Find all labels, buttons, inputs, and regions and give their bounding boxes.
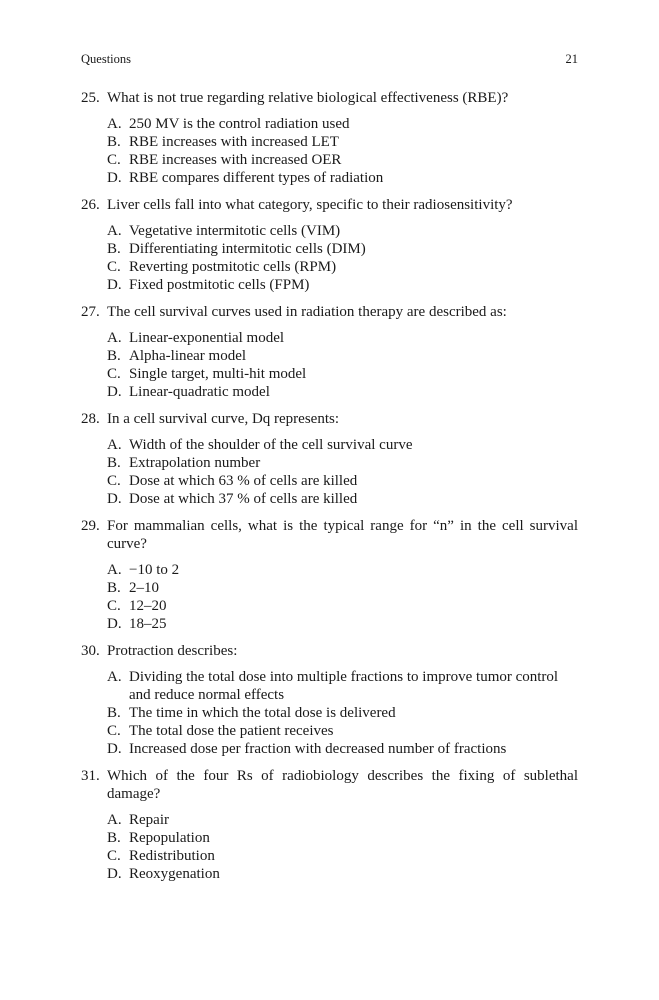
option-text: The time in which the total dose is delivered [129,705,396,721]
option-text: Repair [129,812,169,828]
option-text: RBE increases with increased OER [129,152,342,168]
answer-option-c [107,597,578,615]
answer-option-c [107,365,578,383]
option-text: Repopulation [129,830,210,846]
option-letter: B. [107,705,121,721]
answer-option-c [107,722,578,740]
option-letter: B. [107,830,121,846]
option-letter: B. [107,348,121,364]
question-number: 27. [81,304,100,320]
question-text: In a cell survival curve, Dq represents: [107,411,339,427]
question-25 [81,89,578,187]
answer-options [81,668,578,758]
question-number: 26. [81,197,100,213]
question-text: Protraction describes: [107,643,238,659]
option-text: Increased dose per fraction with decreased number of fractions [129,741,507,757]
question-28 [81,410,578,508]
option-letter: B. [107,241,121,257]
option-text: Vegetative intermitotic cells (VIM) [129,223,341,239]
question-30 [81,642,578,758]
option-text: Linear-exponential model [129,330,285,346]
answer-option-d [107,865,578,883]
option-letter: D. [107,170,122,186]
option-letter: D. [107,277,122,293]
option-text: Width of the shoulder of the cell survival curve [129,437,413,453]
question-number: 30. [81,643,100,659]
answer-option-d [107,383,578,401]
option-text: 2–10 [129,580,159,596]
answer-option-a [107,668,578,704]
answer-options [81,811,578,883]
option-letter: D. [107,616,122,632]
answer-option-d [107,169,578,187]
option-letter: A. [107,812,122,828]
answer-option-c [107,847,578,865]
answer-option-a [107,222,578,240]
option-letter: C. [107,723,121,739]
option-text: 12–20 [129,598,167,614]
option-letter: D. [107,866,122,882]
answer-option-b [107,704,578,722]
question-number: 31. [81,768,100,784]
option-letter: C. [107,152,121,168]
answer-option-a [107,436,578,454]
option-text: 250 MV is the control radiation used [129,116,350,132]
option-letter: D. [107,384,122,400]
answer-options [81,561,578,633]
option-text: Dose at which 37 % of cells are killed [129,491,358,507]
answer-option-c [107,151,578,169]
option-letter: A. [107,330,122,346]
option-text: RBE increases with increased LET [129,134,339,150]
answer-option-d [107,740,578,758]
answer-option-b [107,347,578,365]
option-letter: B. [107,580,121,596]
option-letter: D. [107,491,122,507]
question-text: For mammalian cells, what is the typical range for “n” in the cell survival curve? [107,518,578,552]
option-text: Single target, multi-hit model [129,366,307,382]
answer-option-a [107,329,578,347]
question-text: Liver cells fall into what category, specific to their radiosensitivity? [107,197,513,213]
option-text: −10 to 2 [129,562,180,578]
option-text: Differentiating intermitotic cells (DIM) [129,241,366,257]
question-31 [81,767,578,883]
answer-options [81,115,578,187]
option-letter: C. [107,848,121,864]
option-text: Redistribution [129,848,215,864]
option-text: Alpha-linear model [129,348,247,364]
option-text: Reoxygenation [129,866,220,882]
question-list [81,89,578,892]
option-letter: A. [107,116,122,132]
option-text: Dose at which 63 % of cells are killed [129,473,358,489]
answer-option-b [107,579,578,597]
option-text: Reverting postmitotic cells (RPM) [129,259,337,275]
answer-option-d [107,276,578,294]
question-number: 28. [81,411,100,427]
answer-option-b [107,133,578,151]
answer-options [81,436,578,508]
answer-option-b [107,240,578,258]
question-number: 25. [81,90,100,106]
question-text: The cell survival curves used in radiation therapy are described as: [107,304,507,320]
option-text: The total dose the patient receives [129,723,334,739]
option-text: RBE compares different types of radiation [129,170,384,186]
question-27 [81,303,578,401]
option-letter: B. [107,134,121,150]
header-section-title: Questions [81,52,131,66]
option-text: Linear-quadratic model [129,384,270,400]
answer-option-a [107,115,578,133]
answer-options [81,222,578,294]
option-letter: A. [107,669,122,685]
option-letter: C. [107,473,121,489]
option-letter: C. [107,259,121,275]
answer-option-a [107,561,578,579]
answer-option-b [107,829,578,847]
option-text: Extrapolation number [129,455,261,471]
question-number: 29. [81,518,100,534]
option-text: 18–25 [129,616,167,632]
question-29 [81,517,578,633]
question-26 [81,196,578,294]
answer-option-c [107,472,578,490]
option-text: Dividing the total dose into multiple fractions to improve tumor control and reduce normal effects [129,669,559,703]
question-text: Which of the four Rs of radiobiology describes the fixing of sublethal damage? [107,768,578,802]
question-text: What is not true regarding relative biological effectiveness (RBE)? [107,90,509,106]
answer-option-b [107,454,578,472]
answer-option-d [107,615,578,633]
option-letter: A. [107,562,122,578]
answer-option-c [107,258,578,276]
option-letter: C. [107,366,121,382]
option-letter: A. [107,223,122,239]
header-page-number: 21 [565,52,578,66]
option-letter: C. [107,598,121,614]
option-letter: A. [107,437,122,453]
answer-options [81,329,578,401]
option-text: Fixed postmitotic cells (FPM) [129,277,310,293]
option-letter: B. [107,455,121,471]
answer-option-a [107,811,578,829]
option-letter: D. [107,741,122,757]
answer-option-d [107,490,578,508]
